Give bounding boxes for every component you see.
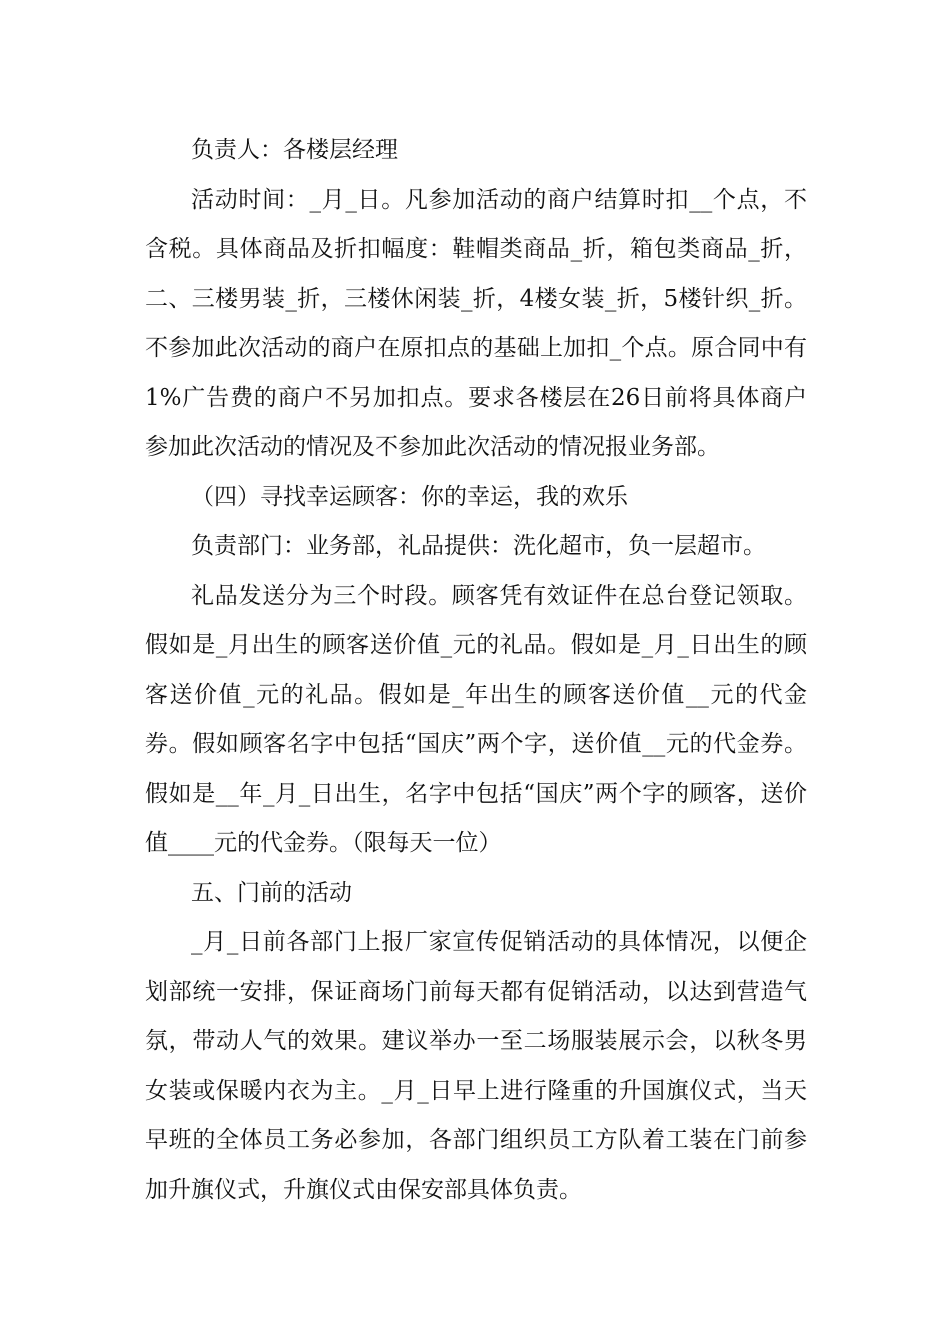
paragraph-section-five-heading: 五、门前的活动	[191, 879, 352, 906]
paragraph-responsible-person: 负责人：各楼层经理	[191, 137, 398, 163]
paragraph-storefront-activities: _月_日前各部门上报厂家宣传促销活动的具体情况，以便企划部统一安排，保证商场门前每天都有促销活动，以达到营造气氛，带动人气的效果。建议举办一至二场服装展示会，以秋冬男女装或保暖内衣为主。_月_日早上进行隆重的升国旗仪式，当天早班的全体员工务必参加，各部门组织员工方队着工装在门前参加升旗仪式，升旗仪式由保安部具体负责。	[145, 929, 807, 1203]
paragraph-responsible-department: 负责部门：业务部，礼品提供：洗化超市，负一层超市。	[191, 533, 766, 559]
paragraph-gift-distribution: 礼品发送分为三个时段。顾客凭有效证件在总台登记领取。假如是_月出生的顾客送价值_元的礼品。假如是_月_日出生的顾客送价值_元的礼品。假如是_年出生的顾客送价值__元的代金券。假如顾客名字中包括“国庆”两个字，送价值__元的代金券。假如是__年_月_日出生，名字中包括“国庆”两个字的顾客，送价值____元的代金券。（限每天一位）	[145, 582, 807, 856]
paragraph-activity-time: 活动时间：_月_日。凡参加活动的商户结算时扣__个点，不含税。具体商品及折扣幅度：鞋帽类商品_折，箱包类商品_折，二、三楼男装_折，三楼休闲装_折，4楼女装_折，5楼针织_折。不参加此次活动的商户在原扣点的基础上加扣_个点。原合同中有1%广告费的商户不另加扣点。要求各楼层在26日前将具体商户参加此次活动的情况及不参加此次活动的情况报业务部。	[145, 186, 807, 460]
paragraph-section-four-heading: （四）寻找幸运顾客：你的幸运，我的欢乐	[191, 483, 628, 510]
document-body	[145, 126, 807, 1215]
